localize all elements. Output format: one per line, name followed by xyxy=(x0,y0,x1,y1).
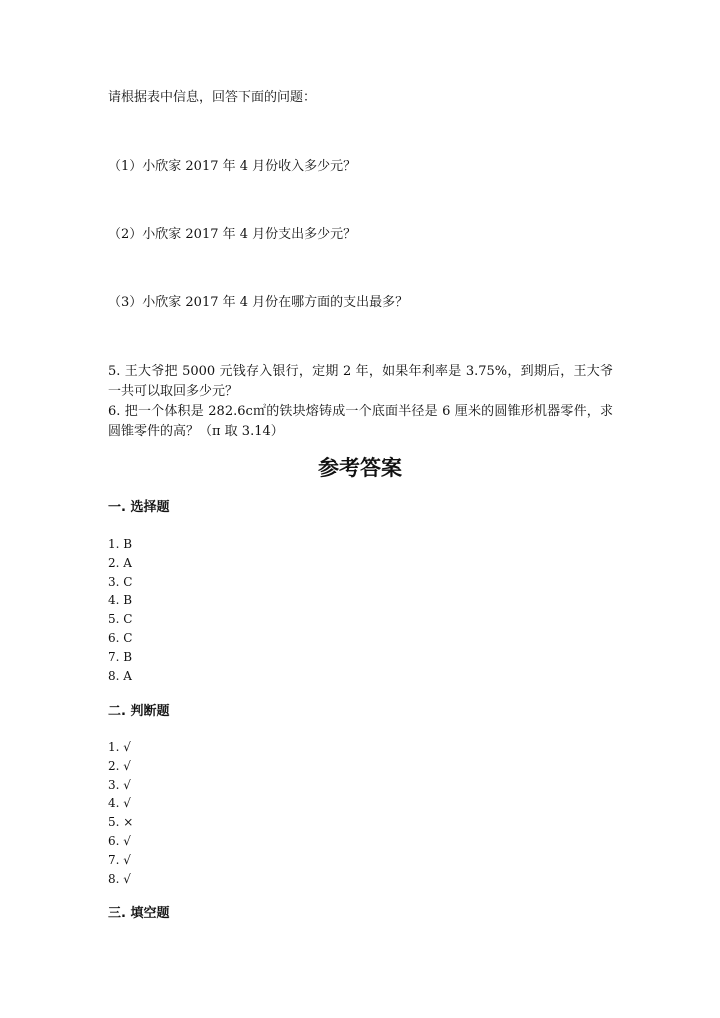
question-intro: 请根据表中信息，回答下面的问题： xyxy=(108,90,317,105)
sub-question-2: （2）小欣家 2017 年 4 月份支出多少元？ xyxy=(108,227,357,242)
judgement-answer-list xyxy=(108,738,133,888)
sub-question-3: （3）小欣家 2017 年 4 月份在哪方面的支出最多？ xyxy=(108,295,409,310)
list-item: 5. C xyxy=(108,612,133,627)
choice-answer-list xyxy=(108,535,132,685)
list-item: 6. C xyxy=(108,630,133,645)
list-item: 2. A xyxy=(108,555,132,570)
list-item: 8. √ xyxy=(108,871,131,886)
section-heading-fill-blank: 三. 填空题 xyxy=(108,906,170,921)
list-item: 7. B xyxy=(108,649,133,664)
list-item: 4. √ xyxy=(108,796,131,811)
list-item: 1. B xyxy=(108,537,133,551)
list-item: 4. B xyxy=(108,593,133,608)
list-item: 2. √ xyxy=(108,758,131,773)
problem-6: 6. 把一个体积是 282.6c㎡的铁块熔铸成一个底面半径是 6 厘米的圆锥形机器零件，求圆锥零件的高？（π 取 3.14） xyxy=(108,404,613,439)
section-heading-judgement: 二. 判断题 xyxy=(108,704,170,719)
answer-title: 参考答案 xyxy=(318,456,402,480)
list-item: 6. √ xyxy=(108,833,131,848)
problem-5: 5. 王大爷把 5000 元钱存入银行，定期 2 年，如果年利率是 3.75%，到期后，王大爷一共可以取回多少元？ xyxy=(108,364,613,399)
list-item: 1. √ xyxy=(108,740,131,754)
list-item: 3. C xyxy=(108,574,133,589)
list-item: 8. A xyxy=(108,668,132,683)
list-item: 7. √ xyxy=(108,852,131,867)
list-item: 5. × xyxy=(108,815,134,830)
sub-question-1: （1）小欣家 2017 年 4 月份收入多少元？ xyxy=(108,159,357,174)
section-heading-choice: 一. 选择题 xyxy=(108,500,170,515)
list-item: 3. √ xyxy=(108,777,131,792)
